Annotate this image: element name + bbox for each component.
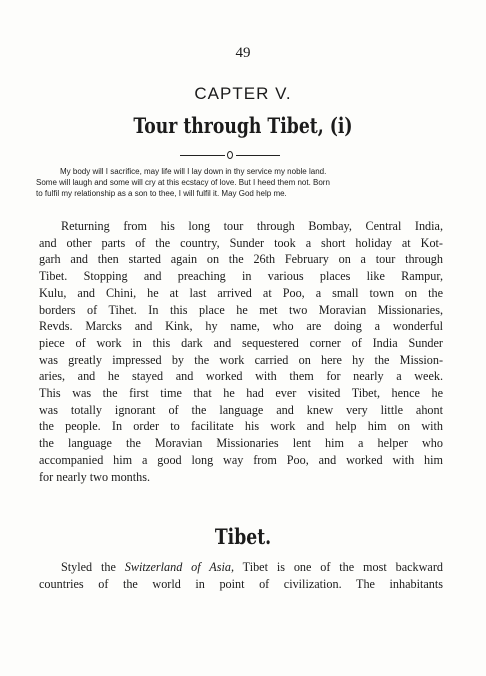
ornament-rule-right	[236, 155, 280, 156]
body-line: the language the Moravian Missionaries lent him a helper who	[39, 436, 443, 451]
ornament-rule-left	[180, 155, 225, 156]
page-number: 49	[235, 45, 251, 61]
body-line: aries, and he stayed and worked with them for nearly a week.	[39, 369, 443, 384]
section-line	[39, 559, 443, 576]
epigraph-line: Some will laugh and some will cry at this ecstacy of love. But I heed them not. Born	[36, 178, 330, 187]
body-line: borders of Tihet. In this place he met two Moravian Missionaries,	[39, 302, 443, 317]
epigraph-line: My body will I sacrifice, may life will I lay down in thy service my noble land.	[60, 167, 327, 176]
body-line: for nearly two months.	[39, 469, 151, 484]
body-line: was greatly impressed by the work carried on here hy the Mission-	[39, 352, 443, 367]
section-body	[39, 559, 443, 592]
chapter-label: CAPTER V.	[194, 84, 292, 103]
body-line: This was the first time that he had ever visited Tibet, hence he	[39, 386, 443, 401]
ornament-circle	[227, 151, 233, 159]
body-line: Returning from his long tour through Bombay, Central India,	[61, 219, 443, 233]
section-title: Tibet.	[214, 524, 272, 549]
section-line-emphasis: Switzerland of Asia,	[124, 560, 235, 574]
body-line: garh and then started again on the 26th February on a tour through	[39, 252, 443, 267]
body-line: and other parts of the country, Sunder took a short holiday at Kot-	[39, 235, 443, 250]
body-line: Revds. Marcks and Kink, hy name, who are doing a wonderful	[39, 319, 443, 334]
section-line: countries of the world in point of civilization. The inhabitants	[39, 576, 443, 591]
body-line: was totally ignorant of the language and knew very little ahont	[39, 402, 443, 417]
section-line-text: Tibet is one of the most backward	[234, 560, 443, 574]
ornament-divider	[180, 150, 280, 162]
body-line: Kulu, and Chini, he at last arrived at Poo, a small town on the	[39, 285, 443, 300]
epigraph-line: to fulfil my relationship as a son to thee, I will fulfil it. May God help me.	[36, 189, 287, 198]
body-line: Tibet. Stopping and preaching in various places like Rampur,	[39, 269, 443, 284]
section-line-text: Styled the	[61, 560, 125, 574]
body-line: piece of work in this dark and sequestered corner of India Sunder	[39, 335, 443, 350]
chapter-body	[39, 218, 443, 485]
body-line: accompanied him a good long way from Poo, and worked with him	[39, 452, 443, 467]
body-line: the people. In order to facilitate his work and help him on with	[39, 419, 443, 434]
chapter-title: Tour through Tibet, (i)	[133, 113, 353, 138]
epigraph	[36, 166, 446, 199]
